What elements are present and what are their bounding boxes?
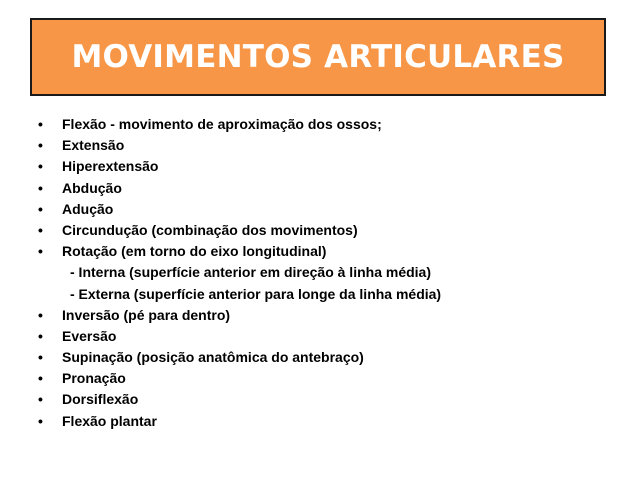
bullet-icon: • [38, 327, 43, 344]
bullet-icon: • [38, 391, 43, 408]
bullet-icon: • [38, 306, 43, 323]
list-item [38, 411, 618, 432]
list-item-text: Supinação (posição anatômica do antebraço) [62, 349, 364, 366]
sub-list-item-text: - Interna (superfície anterior em direção à linha média) [70, 264, 431, 281]
list-item-text: Pronação [62, 370, 126, 387]
list-item-text: Extensão [62, 137, 125, 154]
list-item [38, 220, 618, 241]
list-item-text: Hiperextensão [62, 158, 159, 175]
bullet-icon: • [38, 349, 43, 366]
bullet-icon: • [38, 243, 43, 260]
list-item-text: Dorsiflexão [62, 391, 139, 408]
list-item [38, 326, 618, 347]
list-item [38, 114, 618, 135]
list-item-text: Circundução (combinação dos movimentos) [62, 221, 358, 238]
bullet-list [38, 114, 618, 432]
bullet-icon: • [38, 116, 43, 132]
bullet-icon: • [38, 370, 43, 387]
bullet-icon: • [38, 158, 43, 175]
list-item [38, 389, 618, 410]
bullet-icon: • [38, 179, 43, 196]
sub-list-item [38, 284, 618, 305]
list-item-text: Flexão plantar [62, 412, 157, 429]
sub-list-item [38, 262, 618, 283]
bullet-icon: • [38, 137, 43, 154]
list-item-text: Eversão [62, 327, 117, 344]
list-item [38, 347, 618, 368]
list-item [38, 178, 618, 199]
sub-list-item-text: - Externa (superfície anterior para longe da linha média) [70, 285, 442, 302]
list-item [38, 199, 618, 220]
list-item-text: Inversão (pé para dentro) [62, 306, 231, 323]
list-item [38, 368, 618, 389]
list-item [38, 305, 618, 326]
title-box [30, 18, 606, 96]
list-item-text: Rotação (em torno do eixo longitudinal) [62, 243, 327, 260]
slide-title: MOVIMENTOS ARTICULARES [71, 39, 565, 75]
bullet-icon: • [38, 412, 43, 429]
list-item [38, 241, 618, 262]
list-item-text: Abdução [62, 179, 122, 196]
bullet-icon: • [38, 200, 43, 217]
list-item [38, 156, 618, 177]
bullet-icon: • [38, 221, 43, 238]
list-item-text: Flexão - movimento de aproximação dos ossos; [62, 116, 382, 132]
list-item [38, 135, 618, 156]
list-item-text: Adução [62, 200, 114, 217]
